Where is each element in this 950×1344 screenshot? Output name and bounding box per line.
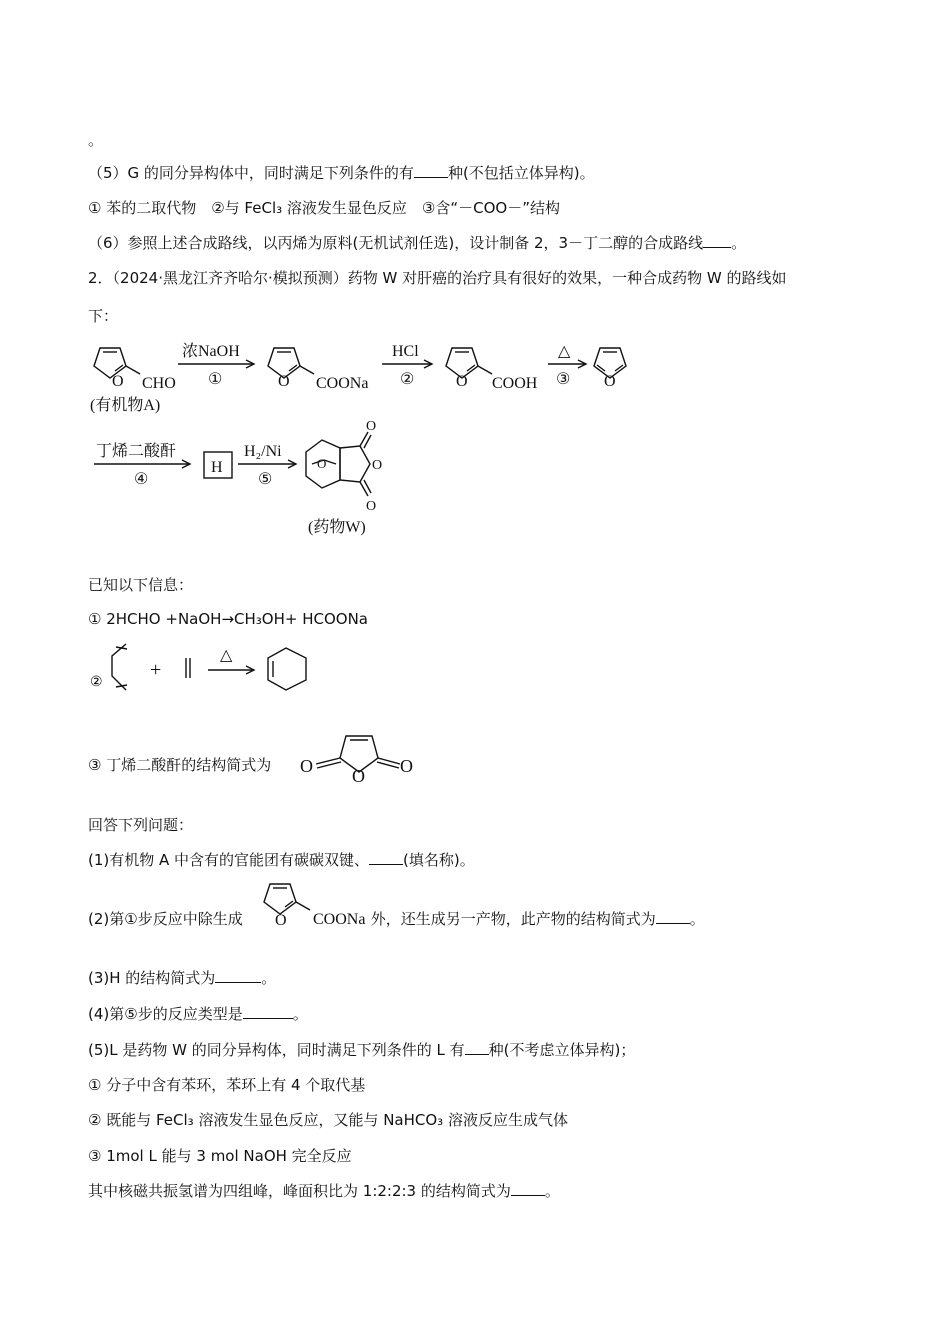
part-5-nmr: [88, 1181, 560, 1201]
part-4: [88, 1004, 308, 1024]
part-1: [88, 850, 475, 870]
butadiene-structure: [112, 644, 127, 690]
question-1-5: [88, 163, 595, 183]
step-3-number: ③: [556, 371, 571, 388]
part-2-coona: COONa: [313, 911, 366, 928]
part-4-prefix: (4)第⑤步的反应类型是: [88, 1005, 243, 1023]
furan-ring-coona: [268, 348, 314, 378]
maleic-anhydride-structure: [296, 726, 420, 784]
plus-sign: +: [150, 659, 162, 681]
anhydride-ring-oxygen: O: [352, 766, 365, 784]
compound-a-label: (有机物A): [90, 397, 161, 414]
answer-blank-part-4[interactable]: [243, 1004, 293, 1019]
answer-blank-part-1[interactable]: [369, 850, 403, 865]
answer-blank-part-5[interactable]: [465, 1040, 489, 1055]
part-4-suffix: 。: [292, 1005, 308, 1023]
drug-w-label: (药物W): [308, 519, 366, 536]
cho-group: CHO: [142, 375, 176, 392]
part-3-suffix: 。: [261, 969, 277, 987]
cooh-group: COOH: [492, 375, 538, 392]
h-box-label: H: [211, 459, 223, 476]
question-1-6-suffix: 。: [731, 234, 747, 252]
known-info-3-number: ③: [88, 756, 102, 774]
known-info-title: 已知以下信息：: [88, 576, 194, 594]
known-info-1-number: ①: [88, 610, 102, 628]
known-info-3: [88, 755, 271, 775]
coona-group: COONa: [316, 375, 369, 392]
ring-oxygen-w: O: [372, 458, 383, 473]
step-2-reagent: HCl: [392, 343, 419, 360]
known-info-3-text: 丁烯二酸酐的结构简式为: [106, 756, 272, 774]
part-5-condition-2: ② 既能与 FeCl₃ 溶液发生显色反应，又能与 NaHCO₃ 溶液反应生成气体: [88, 1111, 568, 1129]
known-info-1-equation: 2HCHO +NaOH→CH₃OH+ HCOONa: [106, 610, 368, 628]
anhydride-oxygen-right: O: [400, 756, 413, 776]
part-2: [88, 909, 705, 929]
furoate-ring-oxygen: O: [275, 912, 287, 929]
step-5-number: ⑤: [258, 471, 273, 488]
answer-blank-1-6[interactable]: [703, 233, 731, 248]
anhydride-oxygen-left: O: [300, 756, 313, 776]
part-5-condition-3: ③ 1mol L 能与 3 mol NaOH 完全反应: [88, 1147, 352, 1165]
part-5: [88, 1040, 635, 1060]
known-info-2-number: ②: [90, 675, 103, 690]
ring-oxygen-a: O: [112, 373, 124, 390]
part-1-prefix: (1)有机物 A 中含有的官能团有碳碳双键、: [88, 851, 370, 869]
question-1-6: [88, 233, 746, 253]
question-1-5-prefix: （5）G 的同分异构体中，同时满足下列条件的有: [88, 164, 414, 182]
cyclohexene-structure: [268, 648, 306, 690]
sodium-furoate-structure: [256, 880, 388, 930]
answer-title: 回答下列问题：: [88, 816, 194, 834]
top-mark: 。: [88, 131, 104, 149]
answer-blank-part-3[interactable]: [215, 968, 261, 983]
step-4-reagent: 丁烯二酸酐: [96, 443, 177, 460]
answer-blank-1-5[interactable]: [414, 163, 448, 178]
part-5-nmr-suffix: 。: [544, 1182, 560, 1200]
part-5-condition-1: ① 分子中含有苯环，苯环上有 4 个取代基: [88, 1076, 366, 1094]
answer-blank-part-5-nmr[interactable]: [511, 1181, 545, 1196]
furan-ring-cooh: [446, 348, 492, 378]
part-2-suffix: 外，还生成另一产物，此产物的结构简式为: [370, 910, 656, 928]
part-2-prefix: (2)第①步反应中除生成: [88, 910, 243, 928]
part-3: [88, 968, 276, 988]
carbonyl-oxygen-top: O: [366, 419, 377, 434]
known-info-1: [88, 609, 368, 629]
carbonyl-oxygen-bottom: O: [366, 499, 377, 514]
step-5-reagent: H₂/Ni: [244, 443, 282, 460]
part-5-prefix: (5)L 是药物 W 的同分异构体，同时满足下列条件的 L 有: [88, 1041, 465, 1059]
heat-symbol: △: [220, 647, 233, 664]
step-1-reagent: 浓NaOH: [182, 343, 240, 360]
question-1-6-prefix: （6）参照上述合成路线，以丙烯为原料(无机试剂任选)，设计制备 2，3－丁二醇的合成路线: [88, 234, 704, 252]
part-2-end: 。: [689, 910, 705, 928]
part-1-suffix: (填名称)。: [403, 851, 475, 869]
drug-w-structure: [306, 432, 371, 496]
step-3-reagent: △: [558, 343, 571, 360]
part-5-nmr-prefix: 其中核磁共振氢谱为四组峰，峰面积比为 1:2:2:3 的结构简式为: [88, 1182, 511, 1200]
part-5-suffix: 种(不考虑立体异构)；: [488, 1041, 636, 1059]
question-1-5-suffix: 种(不包括立体异构)。: [447, 164, 595, 182]
question-2-intro: 2．（2024·黑龙江齐齐哈尔·模拟预测）药物 W 对肝癌的治疗具有很好的效果，一种合成药物 W 的路线如: [88, 269, 787, 287]
question-2-intro-cont: 下：: [88, 307, 119, 325]
step-4-number: ④: [134, 471, 149, 488]
ethylene-structure: [186, 658, 190, 678]
question-1-5-conditions: ① 苯的二取代物 ②与 FeCl₃ 溶液发生显色反应 ③含“－COO－”结构: [88, 199, 560, 217]
ring-oxygen-c: O: [456, 373, 468, 390]
step-2-number: ②: [400, 371, 415, 388]
step-1-number: ①: [208, 371, 223, 388]
known-info-2-scheme: [86, 636, 326, 700]
synthesis-scheme: [86, 336, 646, 542]
ring-oxygen-d: O: [604, 373, 616, 390]
bridge-oxygen: O: [317, 456, 327, 471]
part-3-prefix: (3)H 的结构简式为: [88, 969, 216, 987]
answer-blank-part-2[interactable]: [656, 909, 690, 924]
ring-oxygen-b: O: [278, 373, 290, 390]
